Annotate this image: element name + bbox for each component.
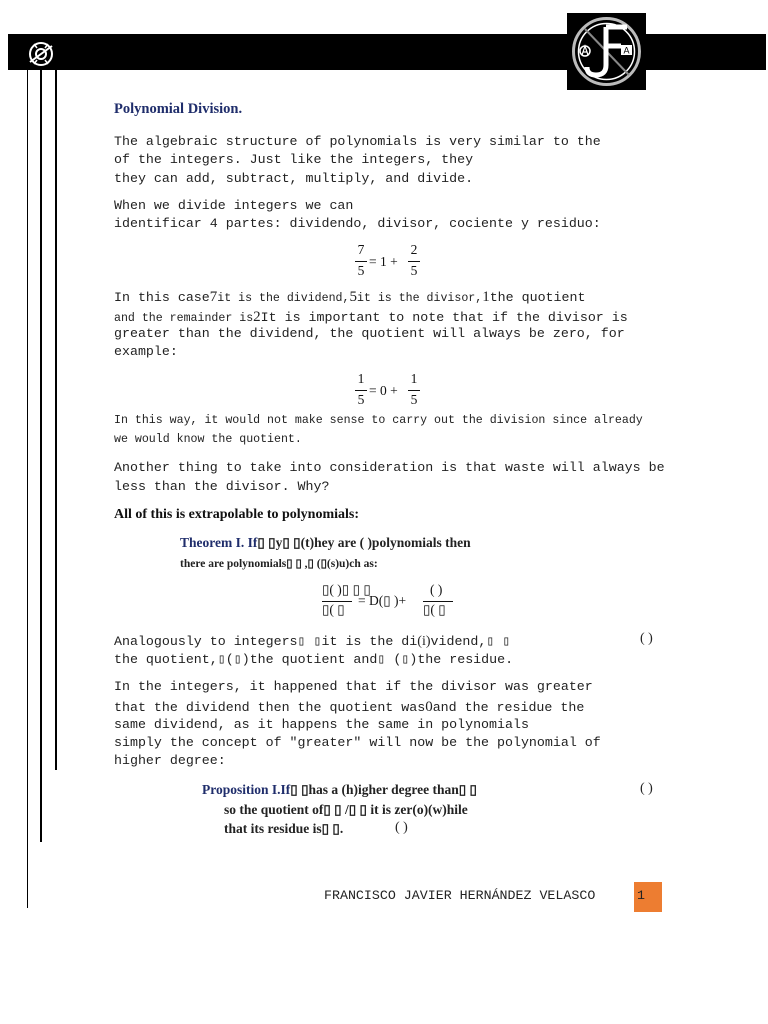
proposition-line1: Proposition I.If▯ ▯has a (h)igher degree than▯ ▯ — [202, 782, 477, 797]
para4-line2: we would know the quotient. — [114, 433, 302, 446]
eq1-num-left: 7 — [357, 242, 365, 257]
eq3-num-left: ▯( )▯ ▯ ▯ — [322, 582, 371, 597]
theorem-line1: Theorem I. If▯ ▯y▯ ▯(t)hey are ( )polynomials then — [180, 535, 471, 550]
page-title: Polynomial Division. — [114, 101, 243, 117]
eq2-mid: = 0 + — [369, 383, 398, 398]
para2-line2: identificar 4 partes: dividendo, divisor, cociente y residuo: — [114, 216, 601, 231]
eq1-den-left: 5 — [357, 263, 365, 278]
eq3-num-right: ( ) — [430, 582, 443, 597]
proposition-line3: that its residue is▯ ▯. — [224, 821, 344, 836]
brand-logo — [567, 13, 646, 90]
para6-line1: Analogously to integers▯ ▯it is the di(i)vidend,▯ ▯ — [114, 634, 511, 649]
eq1-mid: = 1 + — [369, 254, 398, 269]
para6-paren: ( ) — [640, 631, 653, 646]
eq1-den-right: 5 — [410, 263, 418, 278]
eq3-den-right: ▯( ▯ — [423, 602, 446, 617]
para1-line3: they can add, subtract, multiply, and divide. — [114, 171, 474, 186]
svg-text:A: A — [623, 45, 630, 56]
margin-rule-inner — [55, 70, 57, 770]
para2-line1: When we divide integers we can — [114, 198, 354, 213]
eq2-den-left: 5 — [357, 392, 365, 407]
header-bar — [8, 34, 766, 70]
eq3-mid: = D(▯ )+ — [358, 593, 407, 608]
proposition-paren-2: ( ) — [395, 820, 408, 835]
para6-line2: the quotient,▯(▯)the quotient and▯ (▯)the residue. — [114, 652, 514, 667]
para1-line1: The algebraic structure of polynomials is very similar to the — [114, 134, 601, 149]
margin-rule-outer — [27, 70, 28, 908]
proposition-line2: so the quotient of▯ ▯ /▯ ▯ it is zer(o)(w)hile — [224, 802, 468, 817]
theorem-line2: there are polynomials▯ ▯ ,▯ (▯(s)u)ch as: — [180, 558, 378, 570]
gear-logo-icon — [26, 40, 56, 68]
para7-line2: that the dividend then the quotient was0and the residue the — [114, 699, 585, 715]
para3-line4: example: — [114, 344, 178, 359]
eq2-num-right: 1 — [410, 371, 418, 386]
eq2-den-right: 5 — [410, 392, 418, 407]
eq3-den-left: ▯( ▯ — [322, 602, 345, 617]
footer-author: FRANCISCO JAVIER HERNÁNDEZ VELASCO — [324, 888, 596, 903]
para7-line3: same dividend, as it happens the same in polynomials — [114, 717, 529, 732]
para3-line2: and the remainder is2It is important to note that if the divisor is — [114, 309, 628, 325]
proposition-label: Proposition I.If — [202, 782, 291, 797]
eq2-num-left: 1 — [357, 371, 365, 386]
page-number: 1 — [637, 888, 645, 903]
para7-line1: In the integers, it happened that if the divisor was greater — [114, 679, 593, 694]
para4-line1: In this way, it would not make sense to carry out the division since already — [114, 414, 643, 427]
page-number-badge — [634, 882, 662, 912]
para5-line1: Another thing to take into consideration is that waste will always be — [114, 460, 665, 475]
eq1-num-right: 2 — [410, 242, 418, 257]
para1-line2: of the integers. Just like the integers, they — [114, 152, 474, 167]
para3-line1: In this case7it is the dividend,5it is the divisor,1the quotient — [114, 289, 586, 305]
theorem-label: Theorem I. If — [180, 535, 258, 550]
para7-line4: simply the concept of "greater" will now be the polynomial of — [114, 735, 601, 750]
extrapolate-statement: All of this is extrapolable to polynomials: — [114, 507, 360, 522]
para5-line2: less than the divisor. Why? — [114, 479, 330, 494]
para7-line5: higher degree: — [114, 753, 226, 768]
para3-line3: greater than the dividend, the quotient will always be zero, for — [114, 326, 625, 341]
proposition-paren-1: ( ) — [640, 781, 653, 796]
margin-rule-left — [40, 70, 42, 842]
jf-monogram-icon — [567, 13, 646, 90]
